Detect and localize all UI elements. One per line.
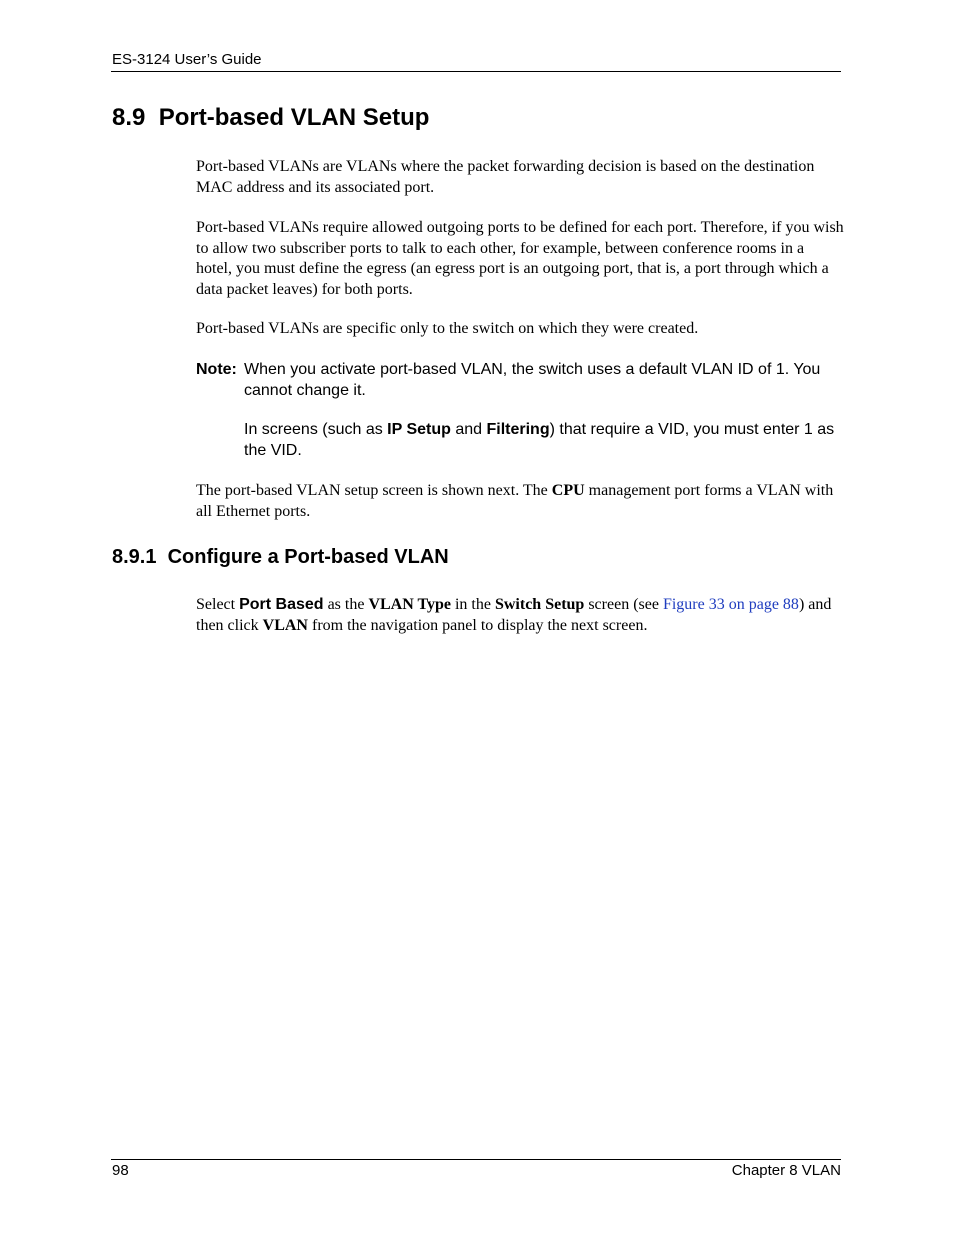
paragraph-specific: Port-based VLANs are specific only to the switch on which they were created.	[196, 320, 699, 337]
note-text: In screens (such as	[244, 421, 388, 438]
text: Select	[196, 596, 240, 613]
paragraph-egress: Port-based VLANs require allowed outgoing ports to be defined for each port. Therefore, if you wish to allow two subscriber ports to talk to each other, for example, between conference rooms in a hotel, you must define the egress (an egress port is an outgoing port, that is, a port through which a data packet leaves) for both ports.	[196, 219, 844, 298]
paragraph-configure	[196, 595, 844, 636]
cpu-term: CPU	[551, 482, 585, 499]
section-heading: 8.9 Port-based VLAN Setup	[112, 104, 430, 131]
running-header: ES-3124 User’s Guide	[112, 51, 262, 68]
text: in the	[450, 596, 495, 613]
figure-link[interactable]: Figure 33 on page 88	[662, 596, 799, 613]
text: management port forms a VLAN with all Ethernet ports.	[196, 482, 834, 520]
ip-setup-term: IP Setup	[387, 421, 451, 438]
paragraph-intro: Port-based VLANs are VLANs where the packet forwarding decision is based on the destination MAC address and its associated port.	[196, 158, 815, 196]
note-body	[244, 359, 844, 401]
switch-setup-term: Switch Setup	[494, 596, 585, 613]
text: The port-based VLAN setup screen is shown next. The	[196, 482, 552, 499]
note-line-1: When you activate port-based VLAN, the switch uses a default VLAN ID of 1. You cannot change it.	[244, 361, 821, 399]
note-label: Note:	[196, 361, 237, 378]
page-number: 98	[112, 1162, 129, 1179]
note-text: ) that require a VID, you must enter 1 as the VID.	[244, 421, 835, 459]
text: as the	[323, 596, 369, 613]
chapter-label: Chapter 8 VLAN	[731, 1162, 841, 1179]
text: screen (see	[584, 596, 663, 613]
text: from the navigation panel to display the next screen.	[307, 616, 648, 634]
subsection-heading: 8.9.1 Configure a Port-based VLAN	[112, 546, 449, 568]
note-line-2	[244, 419, 844, 461]
header-rule	[111, 71, 841, 72]
filtering-term: Filtering	[486, 421, 550, 438]
note-text: and	[450, 421, 487, 438]
vlan-type-term: VLAN Type	[368, 596, 451, 613]
vlan-term: VLAN	[262, 616, 308, 634]
footer-rule	[111, 1159, 841, 1160]
port-based-term: Port Based	[239, 596, 324, 613]
paragraph-cpu	[196, 481, 844, 522]
text: ) and then click	[196, 596, 832, 634]
